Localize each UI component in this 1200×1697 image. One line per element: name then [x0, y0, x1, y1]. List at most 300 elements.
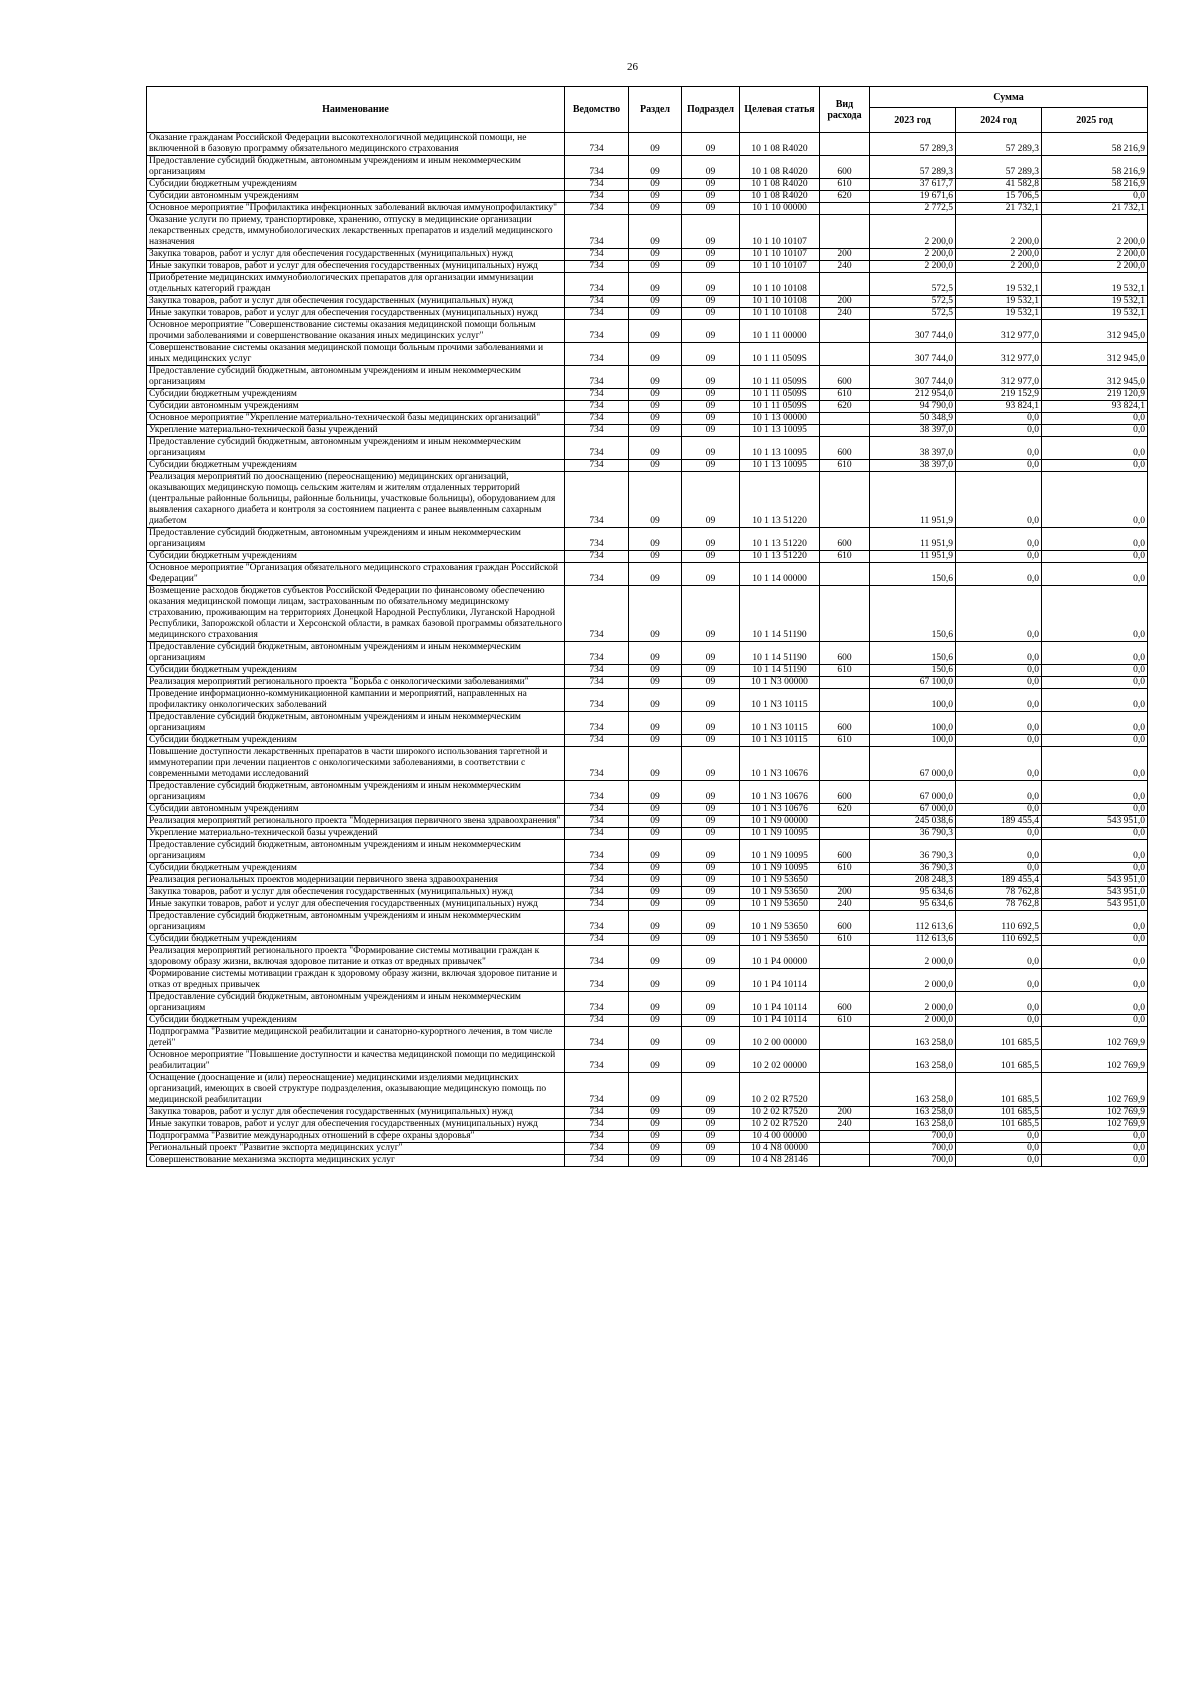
- row-subsection: 09: [682, 191, 740, 203]
- row-name: Предоставление субсидий бюджетным, автономным учреждениям и иным некоммерческим организациям: [147, 911, 565, 934]
- row-target-article: 10 1 13 00000: [740, 413, 820, 425]
- row-subsection: 09: [682, 437, 740, 460]
- row-department: 734: [565, 1050, 629, 1073]
- row-sum-2023: 2 200,0: [870, 215, 956, 249]
- row-sum-2025: 0,0: [1042, 689, 1148, 712]
- row-name: Оказание услуги по приему, транспортировке, хранению, отпуску в медицинские организации лекарственных средств, иммунобиологических лекарственных препаратов и изделий медицинского назначения: [147, 215, 565, 249]
- row-sum-2024: 0,0: [956, 747, 1042, 781]
- row-sum-2025: 0,0: [1042, 563, 1148, 586]
- row-expense-type: [820, 320, 870, 343]
- row-target-article: 10 1 14 00000: [740, 563, 820, 586]
- row-sum-2023: 150,6: [870, 586, 956, 642]
- row-name: Реализация региональных проектов модернизации первичного звена здравоохранения: [147, 875, 565, 887]
- row-subsection: 09: [682, 816, 740, 828]
- row-expense-type: 610: [820, 1015, 870, 1027]
- row-sum-2025: 0,0: [1042, 413, 1148, 425]
- row-subsection: 09: [682, 133, 740, 156]
- row-section: 09: [629, 401, 682, 413]
- row-department: 734: [565, 156, 629, 179]
- row-sum-2024: 0,0: [956, 460, 1042, 472]
- row-department: 734: [565, 712, 629, 735]
- row-sum-2025: 0,0: [1042, 1155, 1148, 1167]
- row-sum-2024: 0,0: [956, 946, 1042, 969]
- table-row: [147, 425, 1148, 437]
- row-target-article: 10 1 08 R4020: [740, 179, 820, 191]
- row-target-article: 10 1 P4 10114: [740, 969, 820, 992]
- row-department: 734: [565, 366, 629, 389]
- row-sum-2023: 38 397,0: [870, 425, 956, 437]
- row-subsection: 09: [682, 992, 740, 1015]
- row-target-article: 10 2 02 R7520: [740, 1073, 820, 1107]
- row-sum-2023: 700,0: [870, 1155, 956, 1167]
- row-subsection: 09: [682, 261, 740, 273]
- row-subsection: 09: [682, 969, 740, 992]
- row-sum-2025: 0,0: [1042, 677, 1148, 689]
- row-sum-2023: 37 617,7: [870, 179, 956, 191]
- row-sum-2023: 163 258,0: [870, 1050, 956, 1073]
- row-sum-2023: 95 634,6: [870, 899, 956, 911]
- row-sum-2025: 21 732,1: [1042, 203, 1148, 215]
- row-subsection: 09: [682, 343, 740, 366]
- row-department: 734: [565, 934, 629, 946]
- row-expense-type: 600: [820, 366, 870, 389]
- row-expense-type: 610: [820, 389, 870, 401]
- row-expense-type: [820, 413, 870, 425]
- row-sum-2025: 543 951,0: [1042, 899, 1148, 911]
- header-year-2023: 2023 год: [870, 108, 956, 133]
- row-name: Субсидии бюджетным учреждениям: [147, 934, 565, 946]
- row-section: 09: [629, 425, 682, 437]
- row-target-article: 10 1 N9 53650: [740, 875, 820, 887]
- row-section: 09: [629, 816, 682, 828]
- row-section: 09: [629, 911, 682, 934]
- row-sum-2023: 50 348,9: [870, 413, 956, 425]
- row-department: 734: [565, 389, 629, 401]
- row-section: 09: [629, 156, 682, 179]
- row-department: 734: [565, 840, 629, 863]
- row-sum-2023: 38 397,0: [870, 437, 956, 460]
- row-name: Основное мероприятие "Повышение доступности и качества медицинской помощи по медицинской реабилитации": [147, 1050, 565, 1073]
- table-row: [147, 528, 1148, 551]
- row-section: 09: [629, 642, 682, 665]
- row-sum-2024: 0,0: [956, 586, 1042, 642]
- row-sum-2025: 0,0: [1042, 735, 1148, 747]
- row-name: Формирование системы мотивации граждан к здоровому образу жизни, включая здоровое питание и отказ от вредных привычек: [147, 969, 565, 992]
- row-expense-type: 600: [820, 712, 870, 735]
- row-sum-2025: 0,0: [1042, 1131, 1148, 1143]
- row-sum-2024: 2 200,0: [956, 261, 1042, 273]
- row-section: 09: [629, 712, 682, 735]
- table-row: [147, 735, 1148, 747]
- row-sum-2025: 0,0: [1042, 747, 1148, 781]
- table-row: [147, 1143, 1148, 1155]
- row-department: 734: [565, 308, 629, 320]
- table-row: [147, 969, 1148, 992]
- row-sum-2024: 0,0: [956, 781, 1042, 804]
- row-department: 734: [565, 203, 629, 215]
- row-sum-2024: 93 824,1: [956, 401, 1042, 413]
- row-expense-type: [820, 747, 870, 781]
- row-target-article: 10 1 13 10095: [740, 425, 820, 437]
- row-name: Основное мероприятие "Организация обязательного медицинского страхования граждан Российской Федерации": [147, 563, 565, 586]
- row-sum-2025: 0,0: [1042, 528, 1148, 551]
- budget-table: [146, 86, 1148, 1167]
- row-department: 734: [565, 551, 629, 563]
- row-expense-type: 240: [820, 308, 870, 320]
- row-expense-type: 240: [820, 1119, 870, 1131]
- row-sum-2024: 0,0: [956, 551, 1042, 563]
- row-section: 09: [629, 828, 682, 840]
- table-row: [147, 992, 1148, 1015]
- row-sum-2024: 0,0: [956, 425, 1042, 437]
- row-sum-2024: 0,0: [956, 413, 1042, 425]
- row-target-article: 10 1 10 10108: [740, 308, 820, 320]
- table-row: [147, 804, 1148, 816]
- row-sum-2024: 0,0: [956, 1143, 1042, 1155]
- row-section: 09: [629, 804, 682, 816]
- row-department: 734: [565, 1027, 629, 1050]
- row-target-article: 10 1 P4 00000: [740, 946, 820, 969]
- row-sum-2023: 95 634,6: [870, 887, 956, 899]
- row-sum-2025: 312 945,0: [1042, 366, 1148, 389]
- row-sum-2025: 0,0: [1042, 586, 1148, 642]
- row-sum-2023: 163 258,0: [870, 1119, 956, 1131]
- row-sum-2025: 0,0: [1042, 1015, 1148, 1027]
- row-sum-2025: 2 200,0: [1042, 249, 1148, 261]
- row-sum-2024: 15 706,5: [956, 191, 1042, 203]
- row-sum-2025: 0,0: [1042, 969, 1148, 992]
- row-sum-2024: 0,0: [956, 472, 1042, 528]
- row-expense-type: [820, 875, 870, 887]
- row-name: Иные закупки товаров, работ и услуг для обеспечения государственных (муниципальных) нужд: [147, 1119, 565, 1131]
- row-sum-2023: 307 744,0: [870, 343, 956, 366]
- row-sum-2024: 189 455,4: [956, 875, 1042, 887]
- row-name: Реализация мероприятий регионального проекта "Модернизация первичного звена здравоохранения": [147, 816, 565, 828]
- row-department: 734: [565, 1155, 629, 1167]
- row-department: 734: [565, 296, 629, 308]
- row-sum-2023: 57 289,3: [870, 156, 956, 179]
- row-name: Предоставление субсидий бюджетным, автономным учреждениям и иным некоммерческим организациям: [147, 528, 565, 551]
- row-expense-type: 610: [820, 665, 870, 677]
- row-expense-type: [820, 816, 870, 828]
- row-sum-2025: 0,0: [1042, 992, 1148, 1015]
- row-sum-2023: 57 289,3: [870, 133, 956, 156]
- row-department: 734: [565, 875, 629, 887]
- row-name: Предоставление субсидий бюджетным, автономным учреждениям и иным некоммерческим организациям: [147, 437, 565, 460]
- row-subsection: 09: [682, 389, 740, 401]
- row-sum-2023: 245 038,6: [870, 816, 956, 828]
- row-sum-2023: 212 954,0: [870, 389, 956, 401]
- row-subsection: 09: [682, 472, 740, 528]
- row-sum-2023: 36 790,3: [870, 828, 956, 840]
- row-sum-2025: 0,0: [1042, 425, 1148, 437]
- row-sum-2025: 58 216,9: [1042, 156, 1148, 179]
- row-expense-type: [820, 828, 870, 840]
- table-row: [147, 273, 1148, 296]
- row-sum-2024: 0,0: [956, 969, 1042, 992]
- row-expense-type: [820, 133, 870, 156]
- row-sum-2025: 19 532,1: [1042, 308, 1148, 320]
- row-sum-2024: 0,0: [956, 642, 1042, 665]
- row-expense-type: 610: [820, 179, 870, 191]
- row-name: Закупка товаров, работ и услуг для обеспечения государственных (муниципальных) нужд: [147, 1107, 565, 1119]
- row-target-article: 10 1 N3 10115: [740, 689, 820, 712]
- row-sum-2023: 36 790,3: [870, 863, 956, 875]
- row-name: Субсидии автономным учреждениям: [147, 191, 565, 203]
- row-target-article: 10 4 00 00000: [740, 1131, 820, 1143]
- row-section: 09: [629, 215, 682, 249]
- row-section: 09: [629, 586, 682, 642]
- row-name: Предоставление субсидий бюджетным, автономным учреждениям и иным некоммерческим организациям: [147, 992, 565, 1015]
- row-target-article: 10 1 13 10095: [740, 437, 820, 460]
- row-target-article: 10 1 N3 10676: [740, 781, 820, 804]
- row-name: Субсидии бюджетным учреждениям: [147, 389, 565, 401]
- row-department: 734: [565, 1119, 629, 1131]
- row-sum-2025: 312 945,0: [1042, 343, 1148, 366]
- row-section: 09: [629, 563, 682, 586]
- row-subsection: 09: [682, 563, 740, 586]
- row-subsection: 09: [682, 296, 740, 308]
- table-row: [147, 665, 1148, 677]
- row-section: 09: [629, 296, 682, 308]
- row-name: Закупка товаров, работ и услуг для обеспечения государственных (муниципальных) нужд: [147, 296, 565, 308]
- row-target-article: 10 1 N9 10095: [740, 840, 820, 863]
- row-department: 734: [565, 642, 629, 665]
- row-department: 734: [565, 992, 629, 1015]
- row-target-article: 10 1 P4 10114: [740, 992, 820, 1015]
- row-subsection: 09: [682, 642, 740, 665]
- row-sum-2023: 700,0: [870, 1131, 956, 1143]
- row-sum-2025: 0,0: [1042, 863, 1148, 875]
- table-row: [147, 551, 1148, 563]
- row-sum-2024: 2 200,0: [956, 215, 1042, 249]
- row-sum-2023: 307 744,0: [870, 320, 956, 343]
- row-section: 09: [629, 665, 682, 677]
- row-sum-2025: 102 769,9: [1042, 1119, 1148, 1131]
- row-expense-type: [820, 1027, 870, 1050]
- row-target-article: 10 1 N9 53650: [740, 899, 820, 911]
- row-target-article: 10 1 N3 10115: [740, 712, 820, 735]
- row-subsection: 09: [682, 712, 740, 735]
- row-expense-type: [820, 689, 870, 712]
- row-sum-2023: 307 744,0: [870, 366, 956, 389]
- row-name: Предоставление субсидий бюджетным, автономным учреждениям и иным некоммерческим организациям: [147, 781, 565, 804]
- row-subsection: 09: [682, 840, 740, 863]
- row-name: Предоставление субсидий бюджетным, автономным учреждениям и иным некоммерческим организациям: [147, 642, 565, 665]
- table-row: [147, 563, 1148, 586]
- row-subsection: 09: [682, 747, 740, 781]
- page-number: 26: [627, 61, 638, 73]
- row-sum-2024: 110 692,5: [956, 934, 1042, 946]
- row-department: 734: [565, 133, 629, 156]
- header-department: Ведомство: [565, 87, 629, 133]
- row-section: 09: [629, 677, 682, 689]
- row-department: 734: [565, 1131, 629, 1143]
- row-name: Основное мероприятие "Укрепление материально-технической базы медицинских организаций": [147, 413, 565, 425]
- table-row: [147, 875, 1148, 887]
- header-year-2024: 2024 год: [956, 108, 1042, 133]
- table-row: [147, 191, 1148, 203]
- row-sum-2025: 0,0: [1042, 460, 1148, 472]
- table-row: [147, 308, 1148, 320]
- row-name: Совершенствование системы оказания медицинской помощи больным прочими заболеваниями и иных медицинских услуг: [147, 343, 565, 366]
- row-subsection: 09: [682, 1119, 740, 1131]
- row-sum-2025: 219 120,9: [1042, 389, 1148, 401]
- table-row: [147, 320, 1148, 343]
- row-subsection: 09: [682, 934, 740, 946]
- row-sum-2025: 0,0: [1042, 946, 1148, 969]
- row-sum-2024: 0,0: [956, 665, 1042, 677]
- row-target-article: 10 1 N9 10095: [740, 828, 820, 840]
- row-sum-2024: 101 685,5: [956, 1107, 1042, 1119]
- row-subsection: 09: [682, 425, 740, 437]
- row-section: 09: [629, 992, 682, 1015]
- row-sum-2024: 19 532,1: [956, 308, 1042, 320]
- row-subsection: 09: [682, 551, 740, 563]
- row-subsection: 09: [682, 828, 740, 840]
- row-sum-2023: 11 951,9: [870, 472, 956, 528]
- row-section: 09: [629, 320, 682, 343]
- row-sum-2024: 101 685,5: [956, 1073, 1042, 1107]
- row-expense-type: [820, 472, 870, 528]
- row-sum-2025: 0,0: [1042, 472, 1148, 528]
- row-sum-2024: 0,0: [956, 863, 1042, 875]
- row-subsection: 09: [682, 1027, 740, 1050]
- row-name: Субсидии бюджетным учреждениям: [147, 551, 565, 563]
- row-name: Основное мероприятие "Профилактика инфекционных заболеваний включая иммунопрофилактику": [147, 203, 565, 215]
- row-expense-type: 610: [820, 551, 870, 563]
- row-sum-2025: 93 824,1: [1042, 401, 1148, 413]
- row-sum-2025: 102 769,9: [1042, 1050, 1148, 1073]
- header-year-2025: 2025 год: [1042, 108, 1148, 133]
- table-row: [147, 1073, 1148, 1107]
- row-sum-2024: 78 762,8: [956, 887, 1042, 899]
- row-sum-2024: 19 532,1: [956, 296, 1042, 308]
- row-target-article: 10 1 10 10107: [740, 249, 820, 261]
- row-sum-2024: 0,0: [956, 828, 1042, 840]
- table-row: [147, 1027, 1148, 1050]
- row-section: 09: [629, 781, 682, 804]
- row-section: 09: [629, 863, 682, 875]
- row-department: 734: [565, 460, 629, 472]
- row-department: 734: [565, 472, 629, 528]
- row-name: Совершенствование механизма экспорта медицинских услуг: [147, 1155, 565, 1167]
- row-section: 09: [629, 261, 682, 273]
- row-sum-2024: 0,0: [956, 689, 1042, 712]
- row-subsection: 09: [682, 946, 740, 969]
- row-sum-2024: 57 289,3: [956, 156, 1042, 179]
- row-section: 09: [629, 1155, 682, 1167]
- row-sum-2023: 208 248,3: [870, 875, 956, 887]
- row-sum-2023: 2 200,0: [870, 261, 956, 273]
- row-section: 09: [629, 203, 682, 215]
- row-sum-2024: 0,0: [956, 1015, 1042, 1027]
- row-expense-type: [820, 1155, 870, 1167]
- row-expense-type: [820, 215, 870, 249]
- table-row: [147, 1107, 1148, 1119]
- row-target-article: 10 1 14 51190: [740, 665, 820, 677]
- row-sum-2025: 0,0: [1042, 804, 1148, 816]
- row-subsection: 09: [682, 401, 740, 413]
- row-target-article: 10 2 00 00000: [740, 1027, 820, 1050]
- row-sum-2023: 67 000,0: [870, 804, 956, 816]
- row-expense-type: 200: [820, 296, 870, 308]
- row-sum-2025: 0,0: [1042, 712, 1148, 735]
- row-section: 09: [629, 887, 682, 899]
- row-section: 09: [629, 934, 682, 946]
- row-target-article: 10 1 13 51220: [740, 472, 820, 528]
- row-department: 734: [565, 1073, 629, 1107]
- table-row: [147, 934, 1148, 946]
- row-expense-type: [820, 586, 870, 642]
- row-sum-2024: 19 532,1: [956, 273, 1042, 296]
- row-target-article: 10 1 13 10095: [740, 460, 820, 472]
- header-sum: Сумма: [870, 87, 1148, 108]
- row-name: Предоставление субсидий бюджетным, автономным учреждениям и иным некоммерческим организациям: [147, 156, 565, 179]
- row-sum-2024: 0,0: [956, 804, 1042, 816]
- row-name: Иные закупки товаров, работ и услуг для обеспечения государственных (муниципальных) нужд: [147, 261, 565, 273]
- row-sum-2023: 2 772,5: [870, 203, 956, 215]
- row-target-article: 10 1 14 51190: [740, 586, 820, 642]
- row-expense-type: 620: [820, 401, 870, 413]
- row-sum-2025: 58 216,9: [1042, 133, 1148, 156]
- row-sum-2023: 150,6: [870, 665, 956, 677]
- row-subsection: 09: [682, 875, 740, 887]
- row-sum-2025: 2 200,0: [1042, 215, 1148, 249]
- row-subsection: 09: [682, 1015, 740, 1027]
- row-sum-2025: 102 769,9: [1042, 1027, 1148, 1050]
- row-target-article: 10 1 11 00000: [740, 320, 820, 343]
- row-sum-2025: 102 769,9: [1042, 1073, 1148, 1107]
- row-sum-2025: 0,0: [1042, 911, 1148, 934]
- row-expense-type: 600: [820, 911, 870, 934]
- row-subsection: 09: [682, 366, 740, 389]
- row-target-article: 10 1 11 0509S: [740, 401, 820, 413]
- row-section: 09: [629, 413, 682, 425]
- row-expense-type: 240: [820, 899, 870, 911]
- row-sum-2024: 0,0: [956, 677, 1042, 689]
- row-sum-2023: 67 000,0: [870, 781, 956, 804]
- row-department: 734: [565, 401, 629, 413]
- row-section: 09: [629, 437, 682, 460]
- row-sum-2024: 0,0: [956, 735, 1042, 747]
- row-name: Субсидии бюджетным учреждениям: [147, 735, 565, 747]
- row-target-article: 10 1 10 00000: [740, 203, 820, 215]
- row-name: Предоставление субсидий бюджетным, автономным учреждениям и иным некоммерческим организациям: [147, 840, 565, 863]
- row-section: 09: [629, 1027, 682, 1050]
- row-section: 09: [629, 875, 682, 887]
- row-department: 734: [565, 563, 629, 586]
- table-row: [147, 887, 1148, 899]
- row-target-article: 10 1 10 10107: [740, 215, 820, 249]
- row-sum-2025: 0,0: [1042, 840, 1148, 863]
- row-sum-2023: 36 790,3: [870, 840, 956, 863]
- row-sum-2023: 572,5: [870, 296, 956, 308]
- row-sum-2024: 57 289,3: [956, 133, 1042, 156]
- row-expense-type: 600: [820, 642, 870, 665]
- row-target-article: 10 4 N8 00000: [740, 1143, 820, 1155]
- row-subsection: 09: [682, 203, 740, 215]
- row-department: 734: [565, 191, 629, 203]
- row-department: 734: [565, 899, 629, 911]
- row-sum-2025: 0,0: [1042, 1143, 1148, 1155]
- row-target-article: 10 1 14 51190: [740, 642, 820, 665]
- row-name: Иные закупки товаров, работ и услуг для обеспечения государственных (муниципальных) нужд: [147, 308, 565, 320]
- row-sum-2023: 150,6: [870, 642, 956, 665]
- row-target-article: 10 1 N9 10095: [740, 863, 820, 875]
- table-row: [147, 472, 1148, 528]
- table-row: [147, 840, 1148, 863]
